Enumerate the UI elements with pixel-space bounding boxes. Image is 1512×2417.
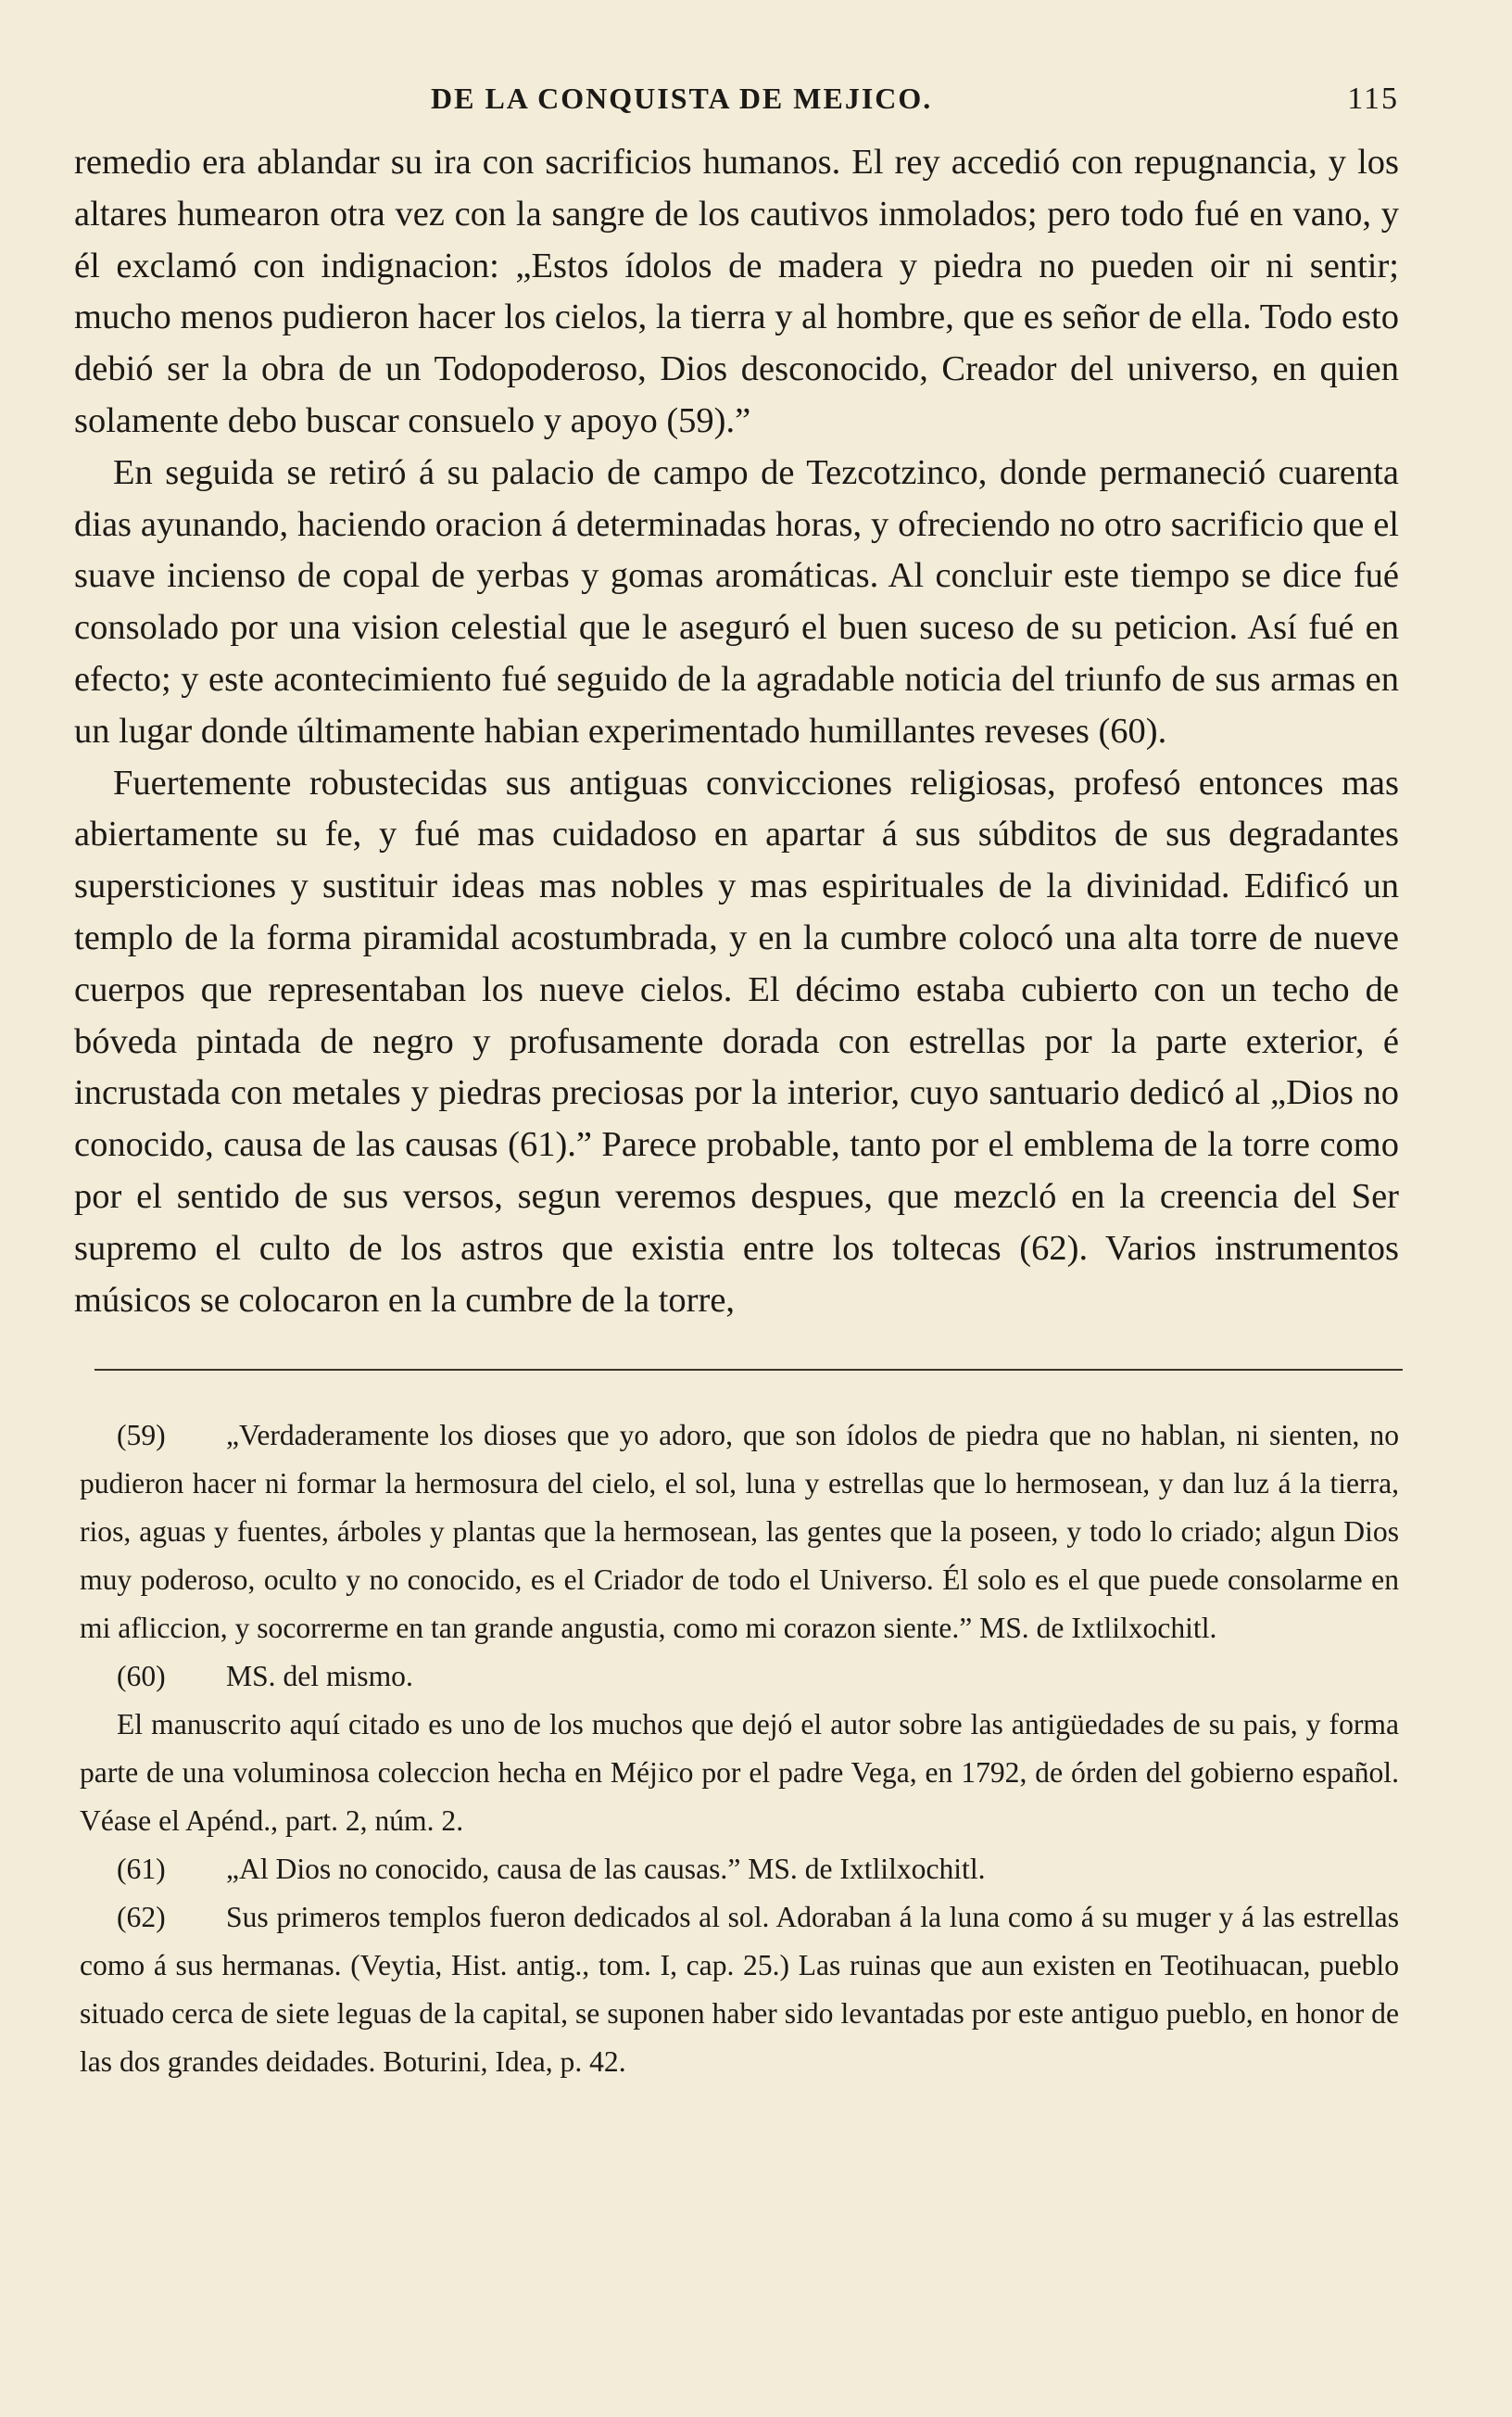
book-page bbox=[74, 74, 1399, 2354]
paragraph-3: Fuertemente robustecidas sus antiguas convicciones religiosas, profesó entonces mas abiertamente su fe, y fué mas cuidadoso en apartar á sus súbditos de sus degradantes supersticiones y sustituir ideas mas nobles y mas espirituales de la divinidad. Edificó un templo de la forma piramidal acostumbrada, y en la cumbre colocó una alta torre de nueve cuerpos que representaban los nueve cielos. El décimo estaba cubierto con un techo de bóveda pintada de negro y profusamente dorada con estrellas por la parte exterior, é incrustada con metales y piedras preciosas por la interior, cuyo santuario dedicó al „Dios no conocido, causa de las causas (61).” Parece probable, tanto por el emblema de la torre como por el sentido de sus versos, segun veremos despues, que mezcló en la creencia del Ser supremo el culto de los astros que existia entre los toltecas (62). Varios instrumentos músicos se colocaron en la cumbre de la torre, bbox=[74, 763, 1399, 1320]
footnote-text-60: MS. del mismo. bbox=[226, 1660, 413, 1693]
footnote-62 bbox=[80, 1893, 1399, 2086]
footnotes bbox=[74, 1411, 1399, 2086]
footnote-marker-59: (59) bbox=[117, 1419, 166, 1452]
running-title: DE LA CONQUISTA DE MEJICO. bbox=[431, 82, 933, 115]
paragraph-1: remedio era ablandar su ira con sacrificios humanos. El rey accedió con repugnancia, y los altares humearon otra vez con la sangre de los cautivos inmolados; pero todo fué en vano, y él exclamó con indignacion: „Estos ídolos de madera y piedra no pueden oir ni sentir; mucho menos pudieron hacer los cielos, la tierra y al hombre, que es señor de ella. Todo esto debió ser la obra de un Todopoderoso, Dios desconocido, Creador del universo, en quien solamente debo buscar consuelo y apoyo (59).” bbox=[74, 143, 1399, 440]
footnote-text-59: „Verdaderamente los dioses que yo adoro, que son ídolos de piedra que no hablan, ni sienten, no pudieron hacer ni formar la hermosura del cielo, el sol, luna y estrellas que lo hermosean, y dan luz á la tierra, rios, aguas y fuentes, árboles y plantas que la hermosean, las gentes que la poseen, y todo lo criado; algun Dios muy poderoso, oculto y no conocido, es el Criador de todo el Universo. Él solo es el que puede consolarme en mi afliccion, y socorrerme en tan grande angustia, como mi corazon siente.” MS. de Ixtlilxochitl. bbox=[80, 1419, 1399, 1645]
footnote-text-62: Sus primeros templos fueron dedicados al sol. Adoraban á la luna como á su muger y á las estrellas como á sus hermanas. (Veytia, Hist. antig., tom. I, cap. 25.) Las ruinas que aun existen en Teotihuacan, pueblo situado cerca de siete leguas de la capital, se suponen haber sido levantadas por este antiguo pueblo, en honor de las dos grandes deidades. Boturini, Idea, p. 42. bbox=[80, 1901, 1399, 2079]
footnote-marker-62: (62) bbox=[117, 1901, 166, 1934]
footnote-61 bbox=[80, 1845, 1399, 1893]
paragraph-2: En seguida se retiró á su palacio de campo de Tezcotzinco, donde permaneció cuarenta dias ayunando, haciendo oracion á determinadas horas, y ofreciendo no otro sacrificio que el suave incienso de copal de yerbas y gomas aromáticas. Al concluir este tiempo se dice fué consolado por una vision celestial que le aseguró el buen suceso de su peticion. Así fué en efecto; y este acontecimiento fué seguido de la agradable noticia del triunfo de sus armas en un lugar donde últimamente habian experimentado humillantes reveses (60). bbox=[74, 452, 1399, 751]
page-number: 115 bbox=[1347, 82, 1399, 116]
footnote-marker-60: (60) bbox=[117, 1660, 166, 1693]
footnote-separator bbox=[94, 1369, 1403, 1371]
main-text bbox=[74, 137, 1399, 1326]
footnote-marker-61: (61) bbox=[117, 1853, 166, 1886]
footnote-60 bbox=[80, 1652, 1399, 1701]
footnote-text-60-continuation: El manuscrito aquí citado es uno de los muchos que dejó el autor sobre las antigüedades de su pais, y forma parte de una voluminosa coleccion hecha en Méjico por el padre Vega, en 1792, de órden del gobierno español. Véase el Apénd., part. 2, núm. 2. bbox=[80, 1708, 1399, 1838]
footnote-60-continuation bbox=[80, 1701, 1399, 1845]
running-head bbox=[74, 74, 1399, 132]
footnote-59 bbox=[80, 1411, 1399, 1652]
footnote-text-61: „Al Dios no conocido, causa de las causas.” MS. de Ixtlilxochitl. bbox=[226, 1853, 986, 1886]
